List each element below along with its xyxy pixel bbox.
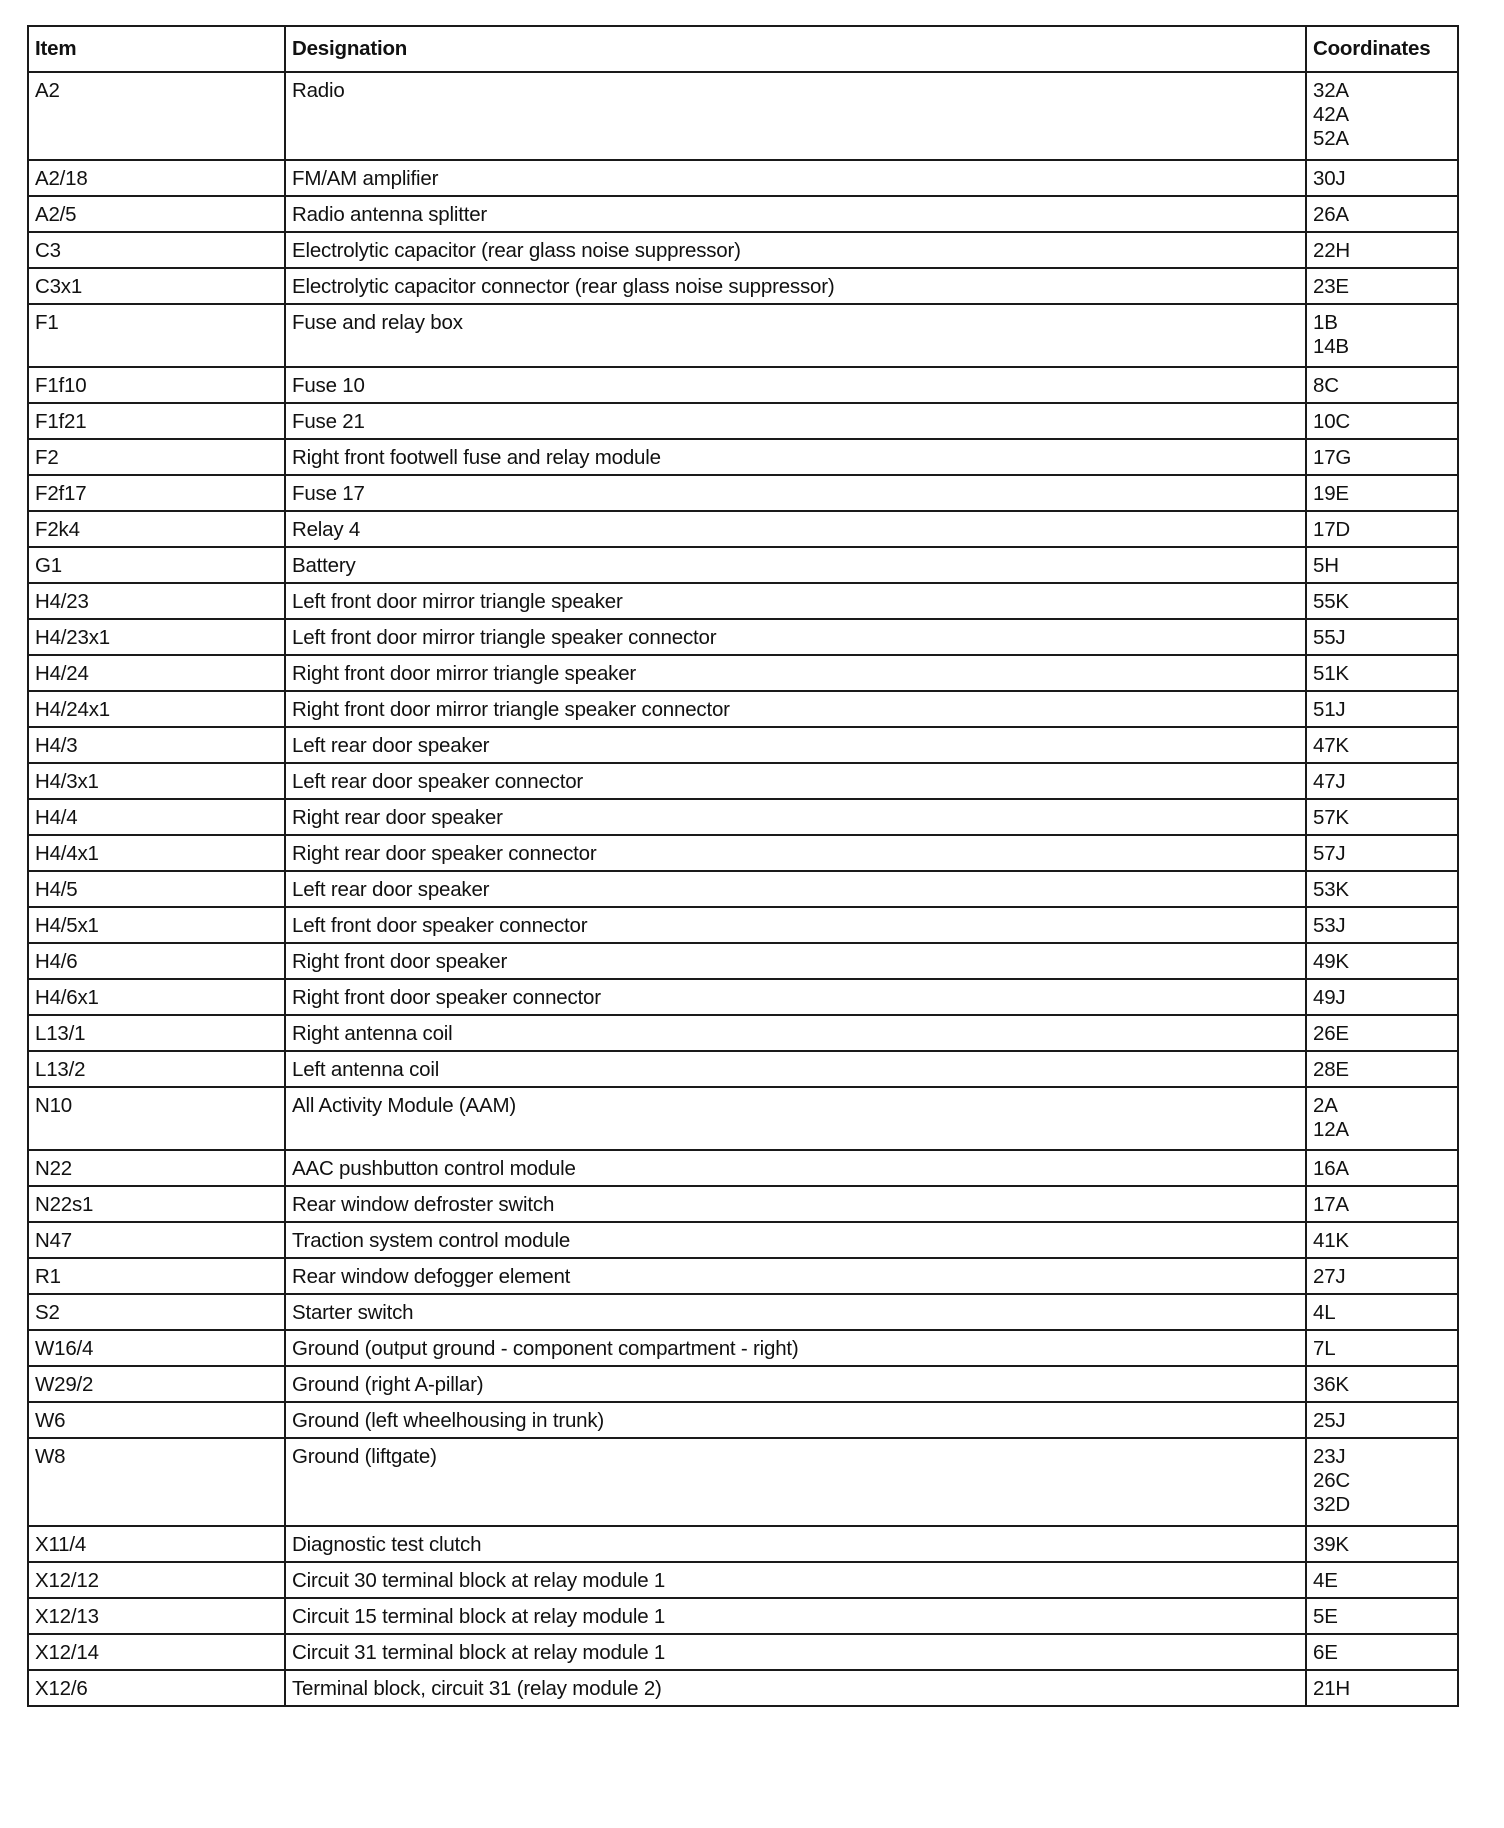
coordinate-value: 30J [1313,167,1346,190]
coordinate-value: 8C [1313,374,1339,397]
cell-item: A2 [28,72,285,160]
cell-designation: Relay 4 [285,511,1306,547]
header-item: Item [28,26,285,72]
cell-coordinates [1306,511,1458,547]
coordinate-value: 5E [1313,1605,1338,1628]
cell-coordinates [1306,1670,1458,1706]
coordinate-value: 28E [1313,1058,1349,1081]
cell-item: F2k4 [28,511,285,547]
cell-designation: Left front door speaker connector [285,907,1306,943]
cell-designation: Fuse and relay box [285,304,1306,367]
cell-item: X11/4 [28,1526,285,1562]
coordinate-value: 51K [1313,662,1349,685]
coordinate-value: 6E [1313,1641,1338,1664]
component-table-container [27,25,1457,1707]
table-row [28,403,1458,439]
cell-coordinates [1306,367,1458,403]
cell-coordinates [1306,1294,1458,1330]
cell-coordinates [1306,196,1458,232]
cell-coordinates [1306,763,1458,799]
cell-designation: Ground (output ground - component compartment - right) [285,1330,1306,1366]
table-row [28,1222,1458,1258]
cell-coordinates [1306,232,1458,268]
table-row [28,511,1458,547]
cell-designation: Left front door mirror triangle speaker [285,583,1306,619]
cell-item: H4/4x1 [28,835,285,871]
cell-coordinates [1306,439,1458,475]
cell-designation: Right front door speaker connector [285,979,1306,1015]
cell-coordinates [1306,1438,1458,1526]
cell-coordinates [1306,1051,1458,1087]
cell-designation: Right front door mirror triangle speaker connector [285,691,1306,727]
cell-coordinates [1306,1402,1458,1438]
coordinate-value: 55K [1313,590,1349,613]
table-row [28,439,1458,475]
cell-item: N22 [28,1150,285,1186]
cell-designation: Starter switch [285,1294,1306,1330]
cell-designation: Terminal block, circuit 31 (relay module 2) [285,1670,1306,1706]
cell-item: H4/5 [28,871,285,907]
cell-designation: Right front footwell fuse and relay module [285,439,1306,475]
table-row [28,907,1458,943]
cell-item: H4/23x1 [28,619,285,655]
coordinate-value: 22H [1313,239,1351,262]
table-row [28,763,1458,799]
coordinate-value: 23J [1313,1445,1346,1468]
cell-coordinates [1306,907,1458,943]
cell-designation: Traction system control module [285,1222,1306,1258]
header-designation: Designation [285,26,1306,72]
cell-coordinates [1306,547,1458,583]
coordinate-value: 27J [1313,1265,1346,1288]
table-row [28,268,1458,304]
cell-coordinates [1306,943,1458,979]
coordinate-value: 57K [1313,806,1349,829]
table-row [28,835,1458,871]
cell-coordinates [1306,475,1458,511]
cell-item: X12/13 [28,1598,285,1634]
cell-item: H4/6 [28,943,285,979]
cell-item: F1f10 [28,367,285,403]
table-row [28,691,1458,727]
cell-coordinates [1306,691,1458,727]
cell-designation: Fuse 17 [285,475,1306,511]
cell-designation: Radio [285,72,1306,160]
table-row [28,1670,1458,1706]
coordinate-value: 47K [1313,734,1349,757]
cell-coordinates [1306,1366,1458,1402]
cell-coordinates [1306,1258,1458,1294]
cell-coordinates [1306,727,1458,763]
cell-item: R1 [28,1258,285,1294]
cell-designation: Ground (liftgate) [285,1438,1306,1526]
cell-coordinates [1306,871,1458,907]
cell-coordinates [1306,619,1458,655]
table-row [28,1366,1458,1402]
cell-coordinates [1306,655,1458,691]
coordinate-value: 21H [1313,1677,1351,1700]
cell-item: H4/3 [28,727,285,763]
coordinate-value: 17G [1313,446,1352,469]
cell-item: H4/24 [28,655,285,691]
cell-coordinates [1306,583,1458,619]
cell-item: S2 [28,1294,285,1330]
coordinate-value: 26A [1313,203,1349,226]
coordinate-value: 12A [1313,1118,1349,1141]
cell-coordinates [1306,1087,1458,1150]
cell-coordinates [1306,1330,1458,1366]
table-row [28,1087,1458,1150]
coordinate-value: 32A [1313,79,1349,102]
table-row [28,160,1458,196]
table-row [28,1015,1458,1051]
cell-designation: Right rear door speaker [285,799,1306,835]
component-location-table [27,25,1459,1707]
table-row [28,871,1458,907]
cell-item: H4/3x1 [28,763,285,799]
table-row [28,1634,1458,1670]
coordinate-value: 5H [1313,554,1339,577]
cell-item: N10 [28,1087,285,1150]
coordinate-value: 51J [1313,698,1346,721]
cell-designation: Electrolytic capacitor connector (rear glass noise suppressor) [285,268,1306,304]
coordinate-value: 17D [1313,518,1351,541]
cell-designation: All Activity Module (AAM) [285,1087,1306,1150]
cell-designation: Right antenna coil [285,1015,1306,1051]
table-row [28,232,1458,268]
cell-item: N47 [28,1222,285,1258]
coordinate-value: 49J [1313,986,1346,1009]
cell-item: A2/18 [28,160,285,196]
coordinate-value: 26E [1313,1022,1349,1045]
cell-coordinates [1306,304,1458,367]
coordinate-value: 10C [1313,410,1351,433]
cell-designation: Left rear door speaker [285,871,1306,907]
header-coordinates: Coordinates [1306,26,1458,72]
cell-designation: Left antenna coil [285,1051,1306,1087]
cell-designation: Circuit 30 terminal block at relay module 1 [285,1562,1306,1598]
coordinate-value: 17A [1313,1193,1349,1216]
coordinate-value: 55J [1313,626,1346,649]
table-row [28,1438,1458,1526]
cell-coordinates [1306,1598,1458,1634]
table-row [28,304,1458,367]
cell-item: F2f17 [28,475,285,511]
table-row [28,1258,1458,1294]
table-row [28,943,1458,979]
table-row [28,1150,1458,1186]
table-row [28,979,1458,1015]
cell-item: N22s1 [28,1186,285,1222]
cell-coordinates [1306,403,1458,439]
table-row [28,619,1458,655]
table-row [28,547,1458,583]
table-row [28,1051,1458,1087]
cell-coordinates [1306,1015,1458,1051]
cell-designation: Battery [285,547,1306,583]
coordinate-value: 2A [1313,1094,1338,1117]
table-row [28,72,1458,160]
table-row [28,475,1458,511]
coordinate-value: 19E [1313,482,1349,505]
cell-coordinates [1306,835,1458,871]
table-row [28,196,1458,232]
coordinate-value: 53J [1313,914,1346,937]
coordinate-value: 14B [1313,335,1349,358]
coordinate-value: 39K [1313,1533,1349,1556]
cell-coordinates [1306,72,1458,160]
cell-coordinates [1306,799,1458,835]
cell-item: W16/4 [28,1330,285,1366]
cell-coordinates [1306,160,1458,196]
cell-coordinates [1306,1186,1458,1222]
cell-designation: AAC pushbutton control module [285,1150,1306,1186]
cell-item: W6 [28,1402,285,1438]
cell-item: X12/6 [28,1670,285,1706]
coordinate-value: 4L [1313,1301,1336,1324]
coordinate-value: 25J [1313,1409,1346,1432]
cell-designation: FM/AM amplifier [285,160,1306,196]
coordinate-value: 42A [1313,103,1349,126]
cell-item: A2/5 [28,196,285,232]
cell-designation: Diagnostic test clutch [285,1526,1306,1562]
coordinate-value: 26C [1313,1469,1351,1492]
table-header-row [28,26,1458,72]
cell-designation: Electrolytic capacitor (rear glass noise suppressor) [285,232,1306,268]
cell-item: X12/12 [28,1562,285,1598]
cell-coordinates [1306,1222,1458,1258]
table-row [28,1330,1458,1366]
table-row [28,655,1458,691]
coordinate-value: 36K [1313,1373,1349,1396]
cell-item: H4/6x1 [28,979,285,1015]
cell-designation: Rear window defroster switch [285,1186,1306,1222]
cell-designation: Right front door speaker [285,943,1306,979]
table-row [28,1598,1458,1634]
cell-designation: Ground (left wheelhousing in trunk) [285,1402,1306,1438]
cell-item: F2 [28,439,285,475]
table-row [28,1562,1458,1598]
cell-designation: Fuse 21 [285,403,1306,439]
cell-designation: Ground (right A-pillar) [285,1366,1306,1402]
cell-coordinates [1306,1150,1458,1186]
table-row [28,1402,1458,1438]
cell-item: F1f21 [28,403,285,439]
cell-item: F1 [28,304,285,367]
table-row [28,1526,1458,1562]
cell-item: X12/14 [28,1634,285,1670]
cell-item: W29/2 [28,1366,285,1402]
coordinate-value: 52A [1313,127,1349,150]
cell-coordinates [1306,268,1458,304]
cell-designation: Left rear door speaker [285,727,1306,763]
cell-item: W8 [28,1438,285,1526]
cell-designation: Left rear door speaker connector [285,763,1306,799]
coordinate-value: 47J [1313,770,1346,793]
cell-designation: Rear window defogger element [285,1258,1306,1294]
table-row [28,1186,1458,1222]
table-row [28,799,1458,835]
coordinate-value: 41K [1313,1229,1349,1252]
cell-item: H4/4 [28,799,285,835]
coordinate-value: 57J [1313,842,1346,865]
cell-item: H4/24x1 [28,691,285,727]
cell-coordinates [1306,1526,1458,1562]
cell-designation: Fuse 10 [285,367,1306,403]
coordinate-value: 23E [1313,275,1349,298]
cell-item: G1 [28,547,285,583]
coordinate-value: 53K [1313,878,1349,901]
coordinate-value: 32D [1313,1493,1351,1516]
cell-designation: Left front door mirror triangle speaker connector [285,619,1306,655]
table-row [28,727,1458,763]
cell-designation: Circuit 31 terminal block at relay module 1 [285,1634,1306,1670]
cell-item: H4/5x1 [28,907,285,943]
cell-designation: Circuit 15 terminal block at relay module 1 [285,1598,1306,1634]
cell-item: H4/23 [28,583,285,619]
coordinate-value: 16A [1313,1157,1349,1180]
table-row [28,1294,1458,1330]
coordinate-value: 7L [1313,1337,1336,1360]
table-row [28,583,1458,619]
cell-item: C3 [28,232,285,268]
table-body [28,72,1458,1706]
coordinate-value: 4E [1313,1569,1338,1592]
cell-coordinates [1306,1562,1458,1598]
cell-designation: Right front door mirror triangle speaker [285,655,1306,691]
cell-designation: Right rear door speaker connector [285,835,1306,871]
coordinate-value: 49K [1313,950,1349,973]
cell-item: L13/1 [28,1015,285,1051]
cell-designation: Radio antenna splitter [285,196,1306,232]
cell-coordinates [1306,979,1458,1015]
cell-item: C3x1 [28,268,285,304]
coordinate-value: 1B [1313,311,1338,334]
cell-coordinates [1306,1634,1458,1670]
cell-item: L13/2 [28,1051,285,1087]
table-row [28,367,1458,403]
